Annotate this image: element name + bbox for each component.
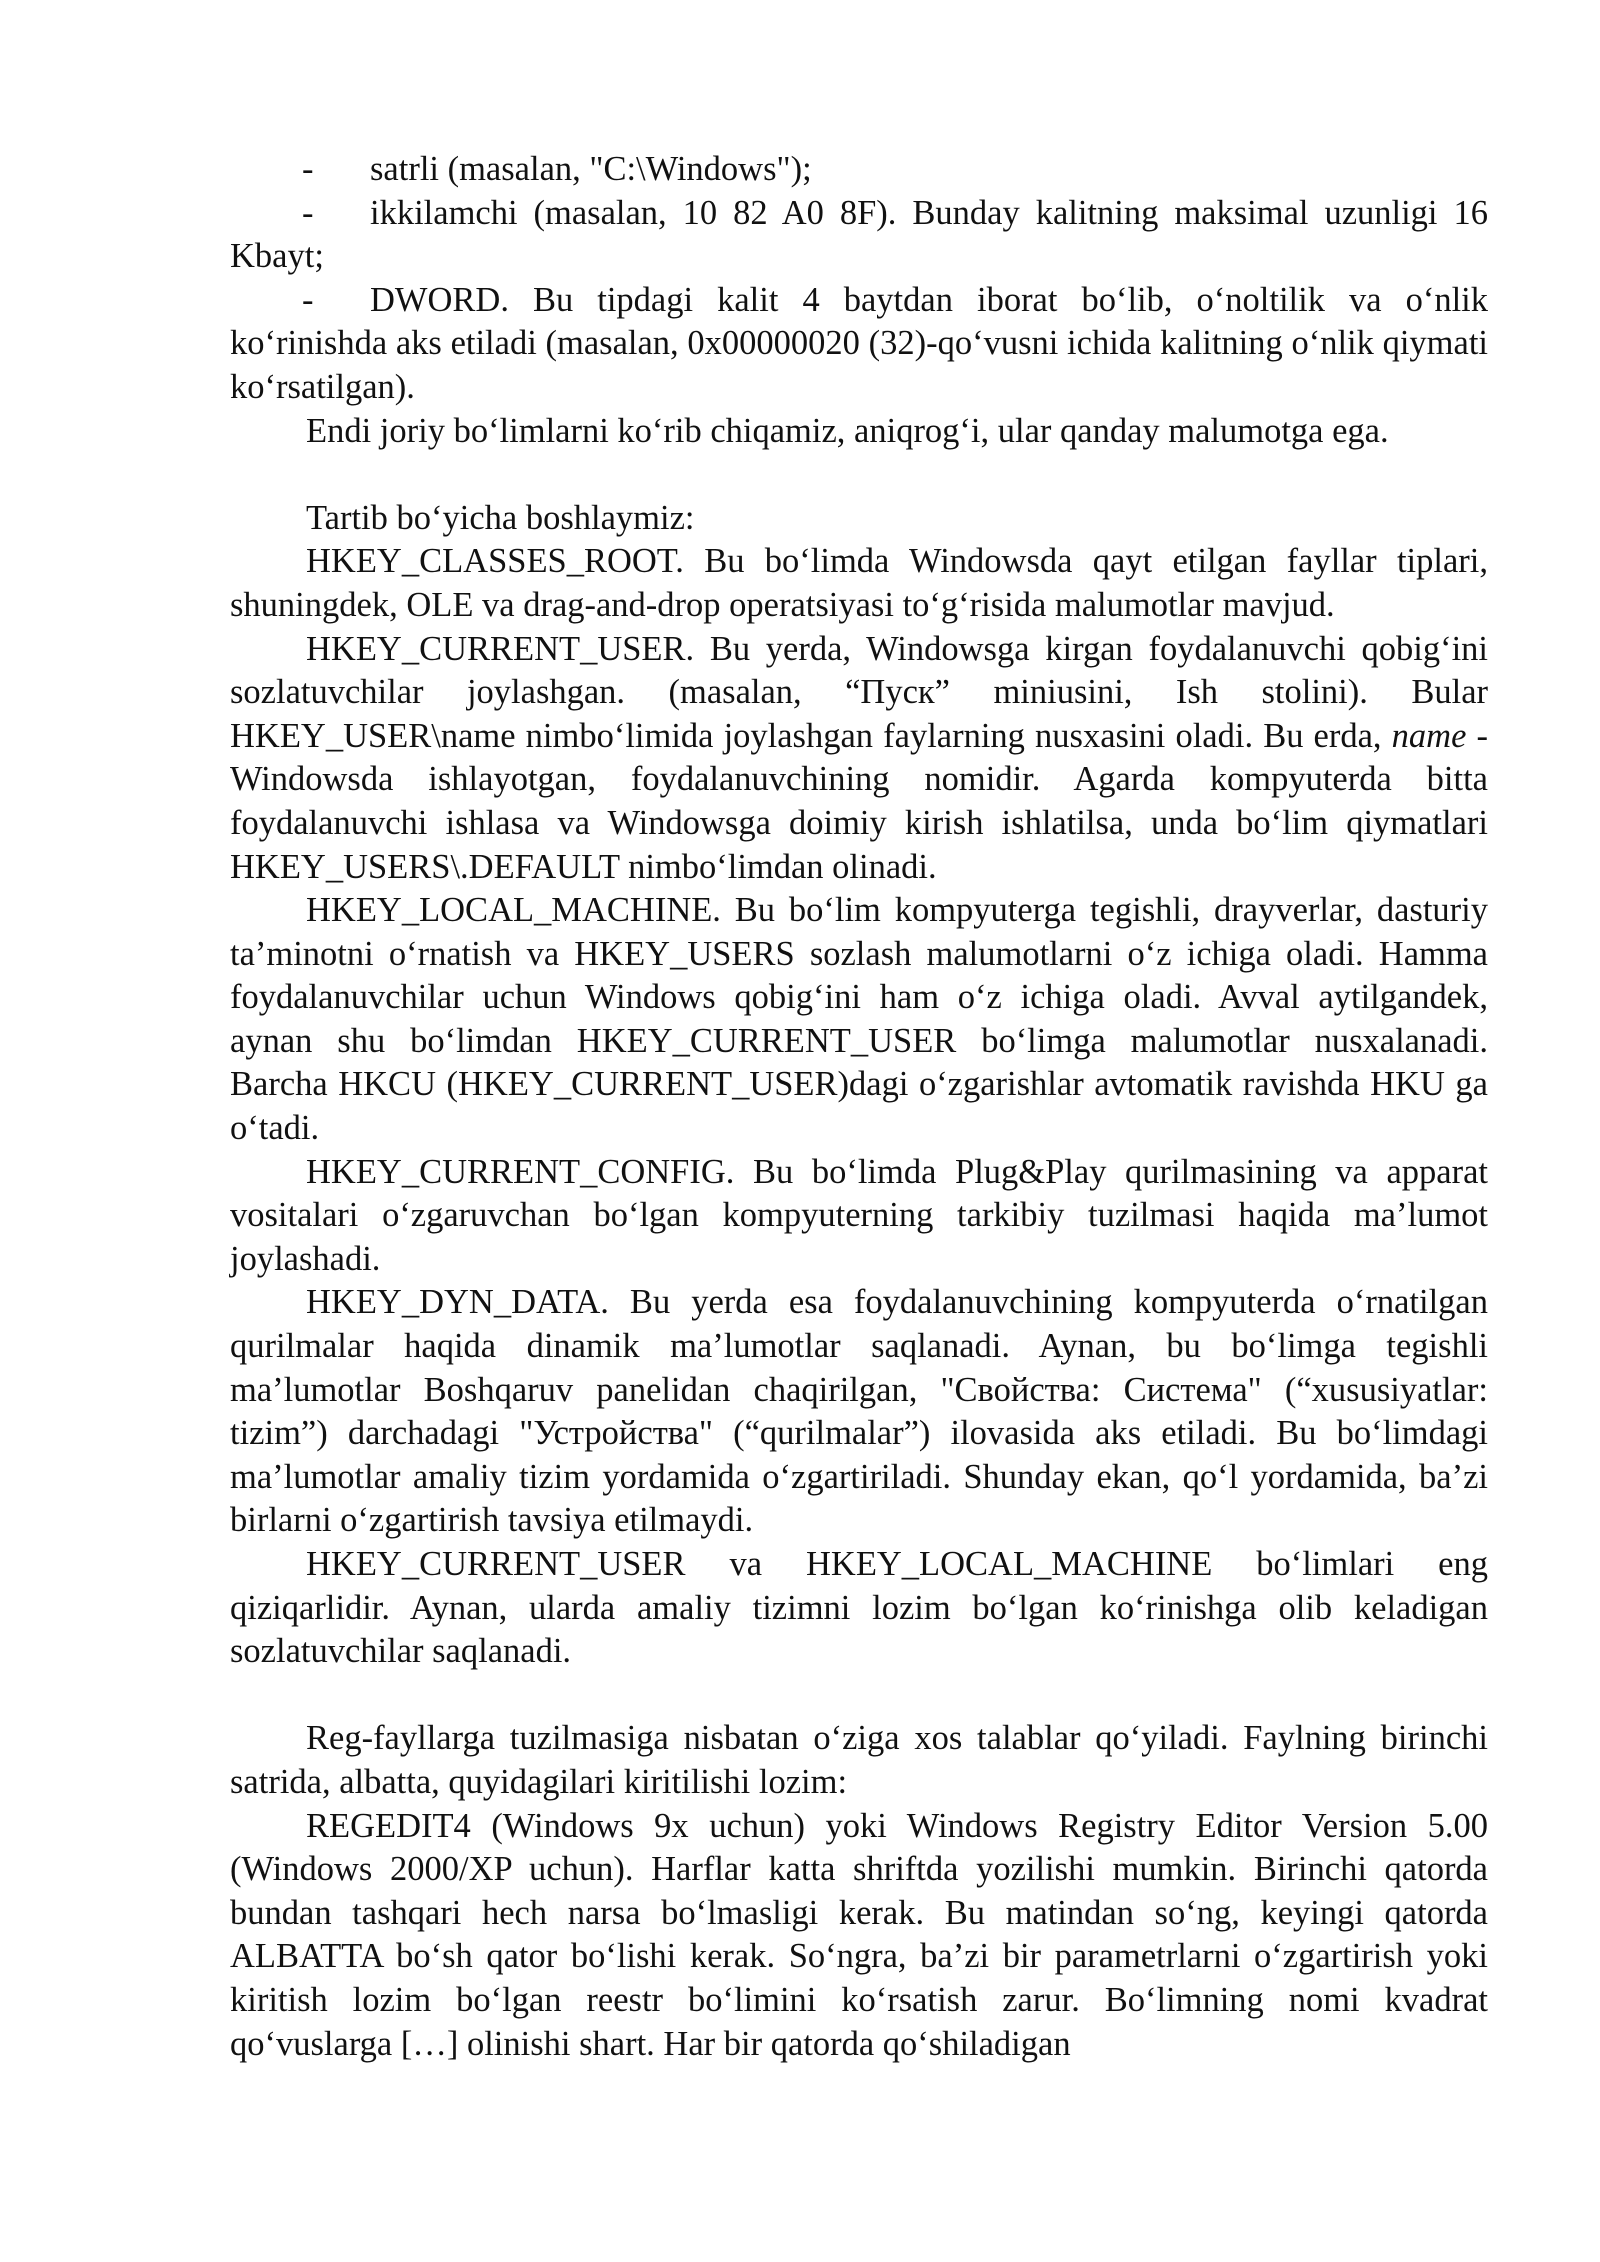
paragraph-sections-intro: Endi joriy bo‘limlarni ko‘rib chiqamiz, aniqrog‘i, ular qanday malumotga ega. [306, 411, 1389, 450]
paragraph-hkey-local-machine: HKEY_LOCAL_MACHINE. Bu bo‘lim kompyuterga tegishli, drayverlar, dasturiy ta’minotni o‘rnatish va HKEY_USERS sozlash malumotlarni o‘z ichiga oladi. Hamma foydalanuvchilar uchun Windows qobig‘ini ham o‘z ichiga oladi. Avval aytilgandek, aynan shu bo‘limdan HKEY_CURRENT_USER bo‘limga malumotlar nusxalanadi. Barcha HKCU (HKEY_CURRENT_USER)dagi o‘zgarishlar avtomatik ravishda HKU ga o‘tadi. [230, 891, 1488, 1148]
list-marker: - [302, 150, 314, 188]
list-item [230, 279, 1488, 410]
paragraph-hkey-dyn-data: HKEY_DYN_DATA. Bu yerda esa foydalanuvchining kompyuterda o‘rnatilgan qurilmalar haqida dinamik ma’lumotlar saqlanadi. Aynan, bu bo‘limga tegishli ma’lumotlar Boshqaruv panelidan chaqirilgan, "Свойства: Система" (“xususiyatlar: tizim”) darchadagi "Устройства" (“qurilmalar”) ilovasida aks etiladi. Bu bo‘limdagi ma’lumotlar amaliy tizim yordamida o‘zgartiriladi. Shunday ekan, qo‘l yordamida, ba’zi birlarni o‘zgartirish tavsiya etilmaydi. [230, 1283, 1488, 1540]
paragraph-start-heading: Tartib bo‘yicha boshlaymiz: [306, 498, 695, 537]
paragraph-hkey-current-config: HKEY_CURRENT_CONFIG. Bu bo‘limda Plug&Play qurilmasining va apparat vositalari o‘zgaruvchan bo‘lgan kompyuterning tarkibiy tuzilmasi haqida ma’lumot joylashadi. [230, 1152, 1488, 1278]
paragraph-regedit-header: REGEDIT4 (Windows 9x uchun) yoki Windows Registry Editor Version 5.00 (Windows 2000/XP uchun). Harflar katta shriftda yozilishi mumkin. Birinchi qatorda bundan tashqari hech narsa bo‘lmasligi kerak. Bu matindan so‘ng, keyingi qatorda ALBATTA bo‘sh qator bo‘lishi kerak. So‘ngra, ba’zi bir parametrlarni o‘zgartirish yoki kiritish lozim bo‘lgan reestr bo‘limini ko‘rsatish zarur. Bo‘limning nomi kvadrat qo‘vuslarga […] olinishi shart. Har bir qatorda qo‘shiladigan [230, 1806, 1488, 2063]
paragraph-text: HKEY_CURRENT_USER. Bu yerda, Windowsga kirgan foydalanuvchi qobig‘ini sozlatuvchilar joylashgan. (masalan, “Пуск” miniusini, Ish stolini). Bular HKEY_USER\name nimbo‘limida joylashgan faylarning nusxasini oladi. Bu erda, [230, 629, 1488, 755]
blank-line [230, 1674, 1488, 1718]
document-page [230, 148, 1488, 2066]
list-item-text: DWORD. Bu tipdagi kalit 4 baytdan iborat bo‘lib, o‘noltilik va o‘nlik ko‘rinishda aks etiladi (masalan, 0x00000020 (32)-qo‘vusni ichida kalitning o‘nlik qiymati ko‘rsatilgan). [230, 280, 1488, 406]
italic-term: name [1391, 716, 1467, 755]
list-item [230, 148, 1488, 192]
paragraph-hkey-classes-root: HKEY_CLASSES_ROOT. Bu bo‘limda Windowsda qayt etilgan fayllar tiplari, shuningdek, OLE va drag-and-drop operatsiyasi to‘g‘risida malumotlar mavjud. [230, 542, 1488, 624]
list-item-text: satrli (masalan, "C:\Windows"); [370, 150, 812, 188]
list-marker: - [302, 193, 314, 232]
list-item [230, 192, 1488, 279]
paragraph-interesting-sections: HKEY_CURRENT_USER va HKEY_LOCAL_MACHINE bo‘limlari eng qiziqarlidir. Aynan, ularda amaliy tizimni lozim bo‘lgan ko‘rinishga olib keladigan sozlatuvchilar saqlanadi. [230, 1545, 1488, 1671]
paragraph-text: - Windowsda ishlayotgan, foydalanuvchining nomidir. Agarda kompyuterda bitta foydalanuvchi ishlasa va Windowsga doimiy kirish ishlatilsa, unda bo‘lim qiymatlari HKEY_USERS\.DEFAULT nimbo‘limdan olinadi. [230, 716, 1488, 886]
list-marker: - [302, 280, 314, 319]
blank-line [230, 453, 1488, 497]
paragraph-reg-file-requirements: Reg-fayllarga tuzilmasiga nisbatan o‘ziga xos talablar qo‘yiladi. Faylning birinchi satrida, albatta, quyidagilari kiritilishi lozim: [230, 1719, 1488, 1801]
paragraph-hkey-current-user [230, 628, 1488, 890]
list-item-text: ikkilamchi (masalan, 10 82 A0 8F). Bunday kalitning maksimal uzunligi 16 Kbayt; [230, 193, 1488, 276]
